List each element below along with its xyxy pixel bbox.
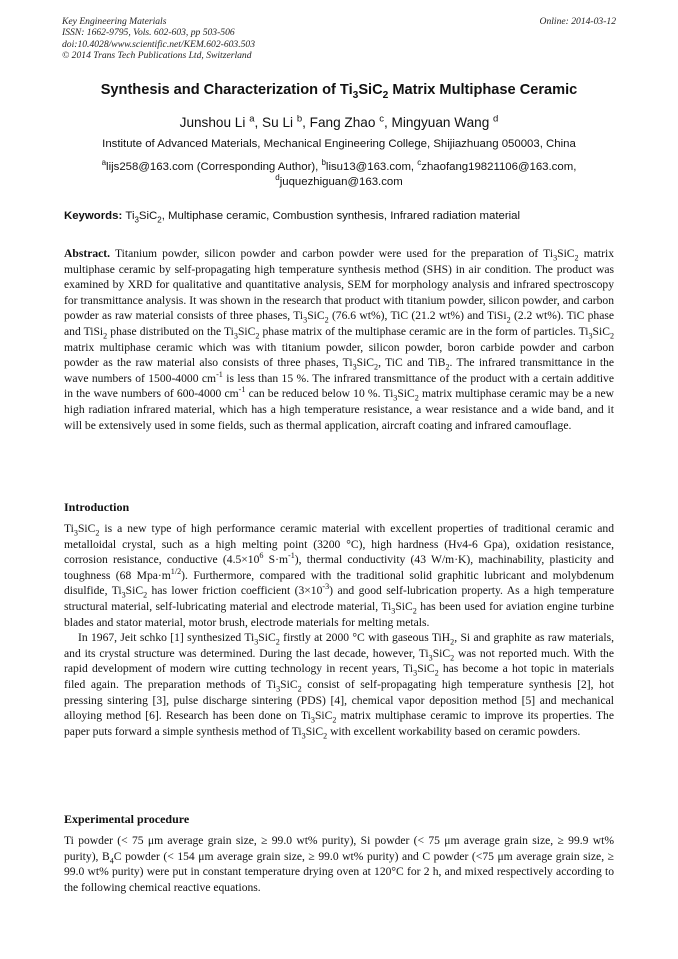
author-name: Mingyuan Wang [391, 115, 490, 130]
abstract-label: Abstract. [64, 247, 111, 260]
abstract: Abstract. Titanium powder, silicon powder and carbon powder were used for the preparation of $Ti_3SiC_2$ matrix multiphase ceramic by self-propagating high temperature synthesis method (SHS) in air condition. The product was examined by XRD for qualitative and quantitative analysis, SEM for morphology analysis and infrared spectroscopy for transmittance analysis. It was shown in the research that product with titanium powder, silicon powder, and carbon powder as raw material consists of three phases, $Ti_3SiC_2$ (76.6 wt%), TiC (21.2 wt%) and TiSi$_2$ (2.2 wt%). TiC phase and TiSi$_2$ phase distributed on the $Ti_3SiC_2$ phase matrix of the multiphase ceramic are in the form of particles. $Ti_3SiC_2$ matrix multiphase ceramic which was with titanium powder, silicon powder, boron carbide powder and carbon powder as the raw material also consists of three phases, $Ti_3SiC_2$, TiC and TiB$_2$. The infrared transmittance in the wave numbers of 1500-4000 $cm^{-1}$ is less than 15 %. The infrared transmittance of the product with a certain additive in the wave numbers of 600-4000 $cm^{-1}$ can be reduced below 10 %. $Ti_3SiC_2$ matrix multiphase ceramic may be a new high radiation infrared material, which has a high temperature resistance, a wear resistance and a wide band, and it will be extensively used in some fields, such as thermal application, aircraft coating and infrared camouflage. [64, 247, 615, 432]
email-link[interactable]: zhaofang19821106@163.com, [421, 161, 577, 173]
author-mark: c [379, 113, 384, 125]
section-heading-introduction: Introduction [64, 500, 130, 514]
author-mark: d [493, 113, 499, 125]
email-list: $^a$lijs258@163.com (Corresponding Author), $^b$lisu13@163.com, $^c$zhaofang19821106@163.com, $^d$juquezhiguan@163.com [101, 158, 577, 188]
online-date: Online: 2014-03-12 [539, 16, 616, 27]
email-link[interactable]: juquezhiguan@163.com [279, 176, 403, 188]
section-heading-experimental: Experimental procedure [64, 812, 190, 826]
email-link[interactable]: lijs258@163.com (Corresponding Author), [106, 161, 322, 173]
journal-meta [62, 16, 255, 62]
author-name: Su Li [262, 115, 294, 130]
author-mark: b [296, 113, 303, 125]
author-list: Junshou Li $^a$, Su Li $^b$, Fang Zhao $^c$, Mingyuan Wang $^d$ [179, 113, 499, 130]
author-mark: a [249, 113, 255, 125]
email-link[interactable]: lisu13@163.com, [325, 161, 418, 173]
journal-name: Key Engineering Materials [62, 16, 167, 27]
paper-title: Synthesis and Characterization of $Ti_3SiC_2$ Matrix Multiphase Ceramic [100, 82, 578, 101]
doi-line[interactable]: doi:10.4028/www.scientific.net/KEM.602-603.503 [62, 38, 256, 50]
introduction-body [64, 521, 614, 739]
paragraph: In 1967, Jeit schko [1] synthesized $Ti_3SiC_2$ firstly at 2000 °C with gaseous TiH$_2$, Si and graphite as raw materials, and its crystal structure was determined. During the last decade, however, $Ti_3SiC_2$ was not reported much. With the rapid development of modern wire cutting technology in recent years, $Ti_3SiC_2$ has become a hot topic in materials filed again. The preparation methods of $Ti_3SiC_2$ consist of self-propagating high temperature synthesis [2], hot pressing sintering [3], pulse discharge sintering (PDS) [4], chemical vapor deposition method [5] and mechanical alloying method [6]. Research has been done on $Ti_3SiC_2$ matrix multiphase ceramic to improve its properties. The paper puts forward a simple synthesis method of $Ti_3SiC_2$ with excellent workability based on ceramic powders. [64, 631, 614, 741]
copyright-line: © 2014 Trans Tech Publications Ltd, Switzerland [62, 50, 252, 62]
issn-line: ISSN: 1662-9795, Vols. 602-603, pp 503-506 [62, 27, 235, 39]
keywords: Keywords: $Ti_3SiC_2$, Multiphase ceramic, Combustion synthesis, Infrared radiation material [64, 210, 521, 225]
paragraph: $Ti_3SiC_2$ is a new type of high performance ceramic material with excellent properties of traditional ceramic and metalloidal crystal, such as a high melting point (3200 °C), high hardness (Hv4-6 Gpa), oxidation resistance, corrosion resistance, conductive ($4.5\times 10^6$ $S\cdot m^{-1}$), thermal conductivity (43 W/m·K), machinability, plasticity and toughness (68 $Mpa\cdot m^{1/2}$). Furthermore, compared with the traditional solid graphitic lubricant and molybdenum disulfide, $Ti_3SiC_2$ has lower friction coefficient $(3\times 10^{-3})$ and good self-lubrication property. As a high temperature structural material, self-lubricating material and electrode material, $Ti_3SiC_2$ has been used for aviation engine turbine blades and stator material, motor brush, electrode materials for melting metals. [64, 522, 614, 629]
experimental-body: Ti powder (< 75 μm average grain size, ≥ 99.0 wt% purity), Si powder (< 75 μm average grain size, ≥ 99.9 wt% purity), $B_4C$ powder (< 154 μm average grain size, ≥ 99.0 wt% purity) and C powder (<75 μm average grain size, ≥ 99.0 wt% purity) were put in constant temperature drying oven at 120°C for 2 h, and mixed respectively according to the following chemical reactive equations. [64, 834, 614, 894]
affiliation: Institute of Advanced Materials, Mechanical Engineering College, Shijiazhuang 050003, China [102, 138, 576, 150]
keywords-label: Keywords: [64, 210, 126, 222]
author-name: Junshou Li [179, 115, 246, 130]
author-name: Fang Zhao [309, 115, 376, 130]
